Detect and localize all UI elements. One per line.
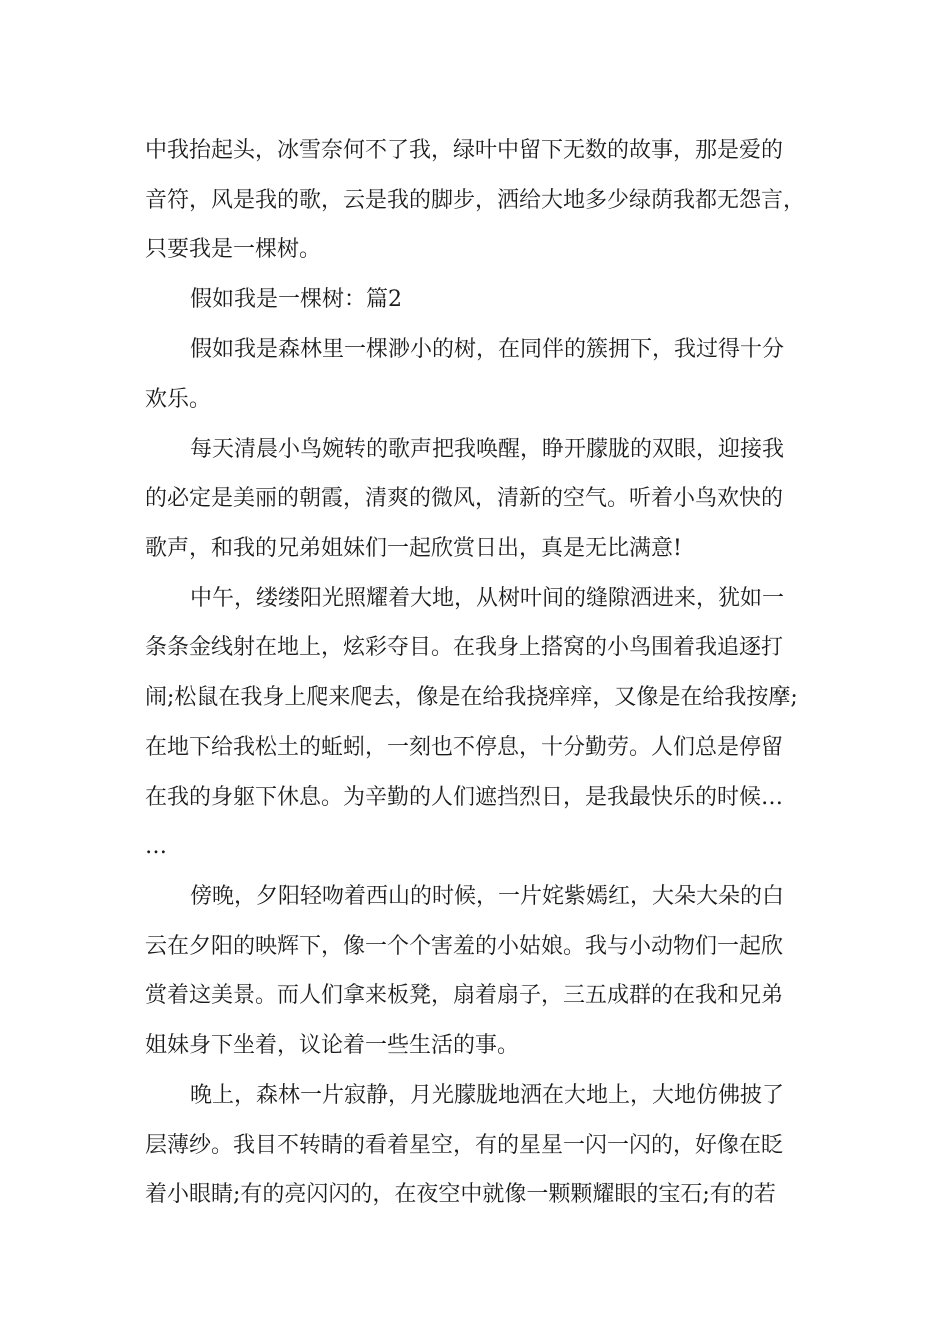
text-line: 的必定是美丽的朝霞，清爽的微风，清新的空气。听着小鸟欢快的 [145,486,784,511]
text-line: 只要我是一棵树。 [145,237,322,262]
text-line: 在我的身躯下休息。为辛勤的人们遮挡烈日，是我最快乐的时候… [145,785,784,810]
text-line: 着小眼睛;有的亮闪闪的，在夜空中就像一颗颗耀眼的宝石;有的若 [145,1182,776,1207]
text-line: 在地下给我松土的蚯蚓，一刻也不停息，十分勤劳。人们总是停留 [145,735,784,760]
text-line: 姐妹身下坐着，议论着一些生活的事。 [145,1033,520,1058]
text-line: 音符，风是我的歌，云是我的脚步，洒给大地多少绿荫我都无怨言， [145,188,806,213]
text-line: 中我抬起头，冰雪奈何不了我，绿叶中留下无数的故事，那是爱的 [145,138,784,163]
text-line: … [145,834,167,859]
text-line: 晚上，森林一片寂静，月光朦胧地洒在大地上，大地仿佛披了 [190,1083,785,1108]
text-line: 赏着这美景。而人们拿来板凳，扇着扇子，三五成群的在我和兄弟 [145,983,784,1008]
text-line: 傍晚，夕阳轻吻着西山的时候，一片姹紫嫣红，大朵大朵的白 [190,884,785,909]
text-line: 条条金线射在地上，炫彩夺目。在我身上搭窝的小鸟围着我追逐打 [145,635,784,660]
text-line: 歌声，和我的兄弟姐妹们一起欣赏日出，真是无比满意! [145,536,682,561]
text-line: 闹;松鼠在我身上爬来爬去，像是在给我挠痒痒，又像是在给我按摩; [145,685,798,710]
section-heading: 假如我是一棵树：篇2 [190,287,402,312]
text-line: 欢乐。 [145,387,212,412]
text-line: 每天清晨小鸟婉转的歌声把我唤醒，睁开朦胧的双眼，迎接我 [190,437,785,462]
text-line: 中午，缕缕阳光照耀着大地，从树叶间的缝隙洒进来，犹如一 [190,586,785,611]
text-line: 假如我是森林里一棵渺小的树，在同伴的簇拥下，我过得十分 [190,337,785,362]
text-line: 层薄纱。我目不转睛的看着星空，有的星星一闪一闪的，好像在眨 [145,1133,784,1158]
text-line: 云在夕阳的映辉下，像一个个害羞的小姑娘。我与小动物们一起欣 [145,934,784,959]
